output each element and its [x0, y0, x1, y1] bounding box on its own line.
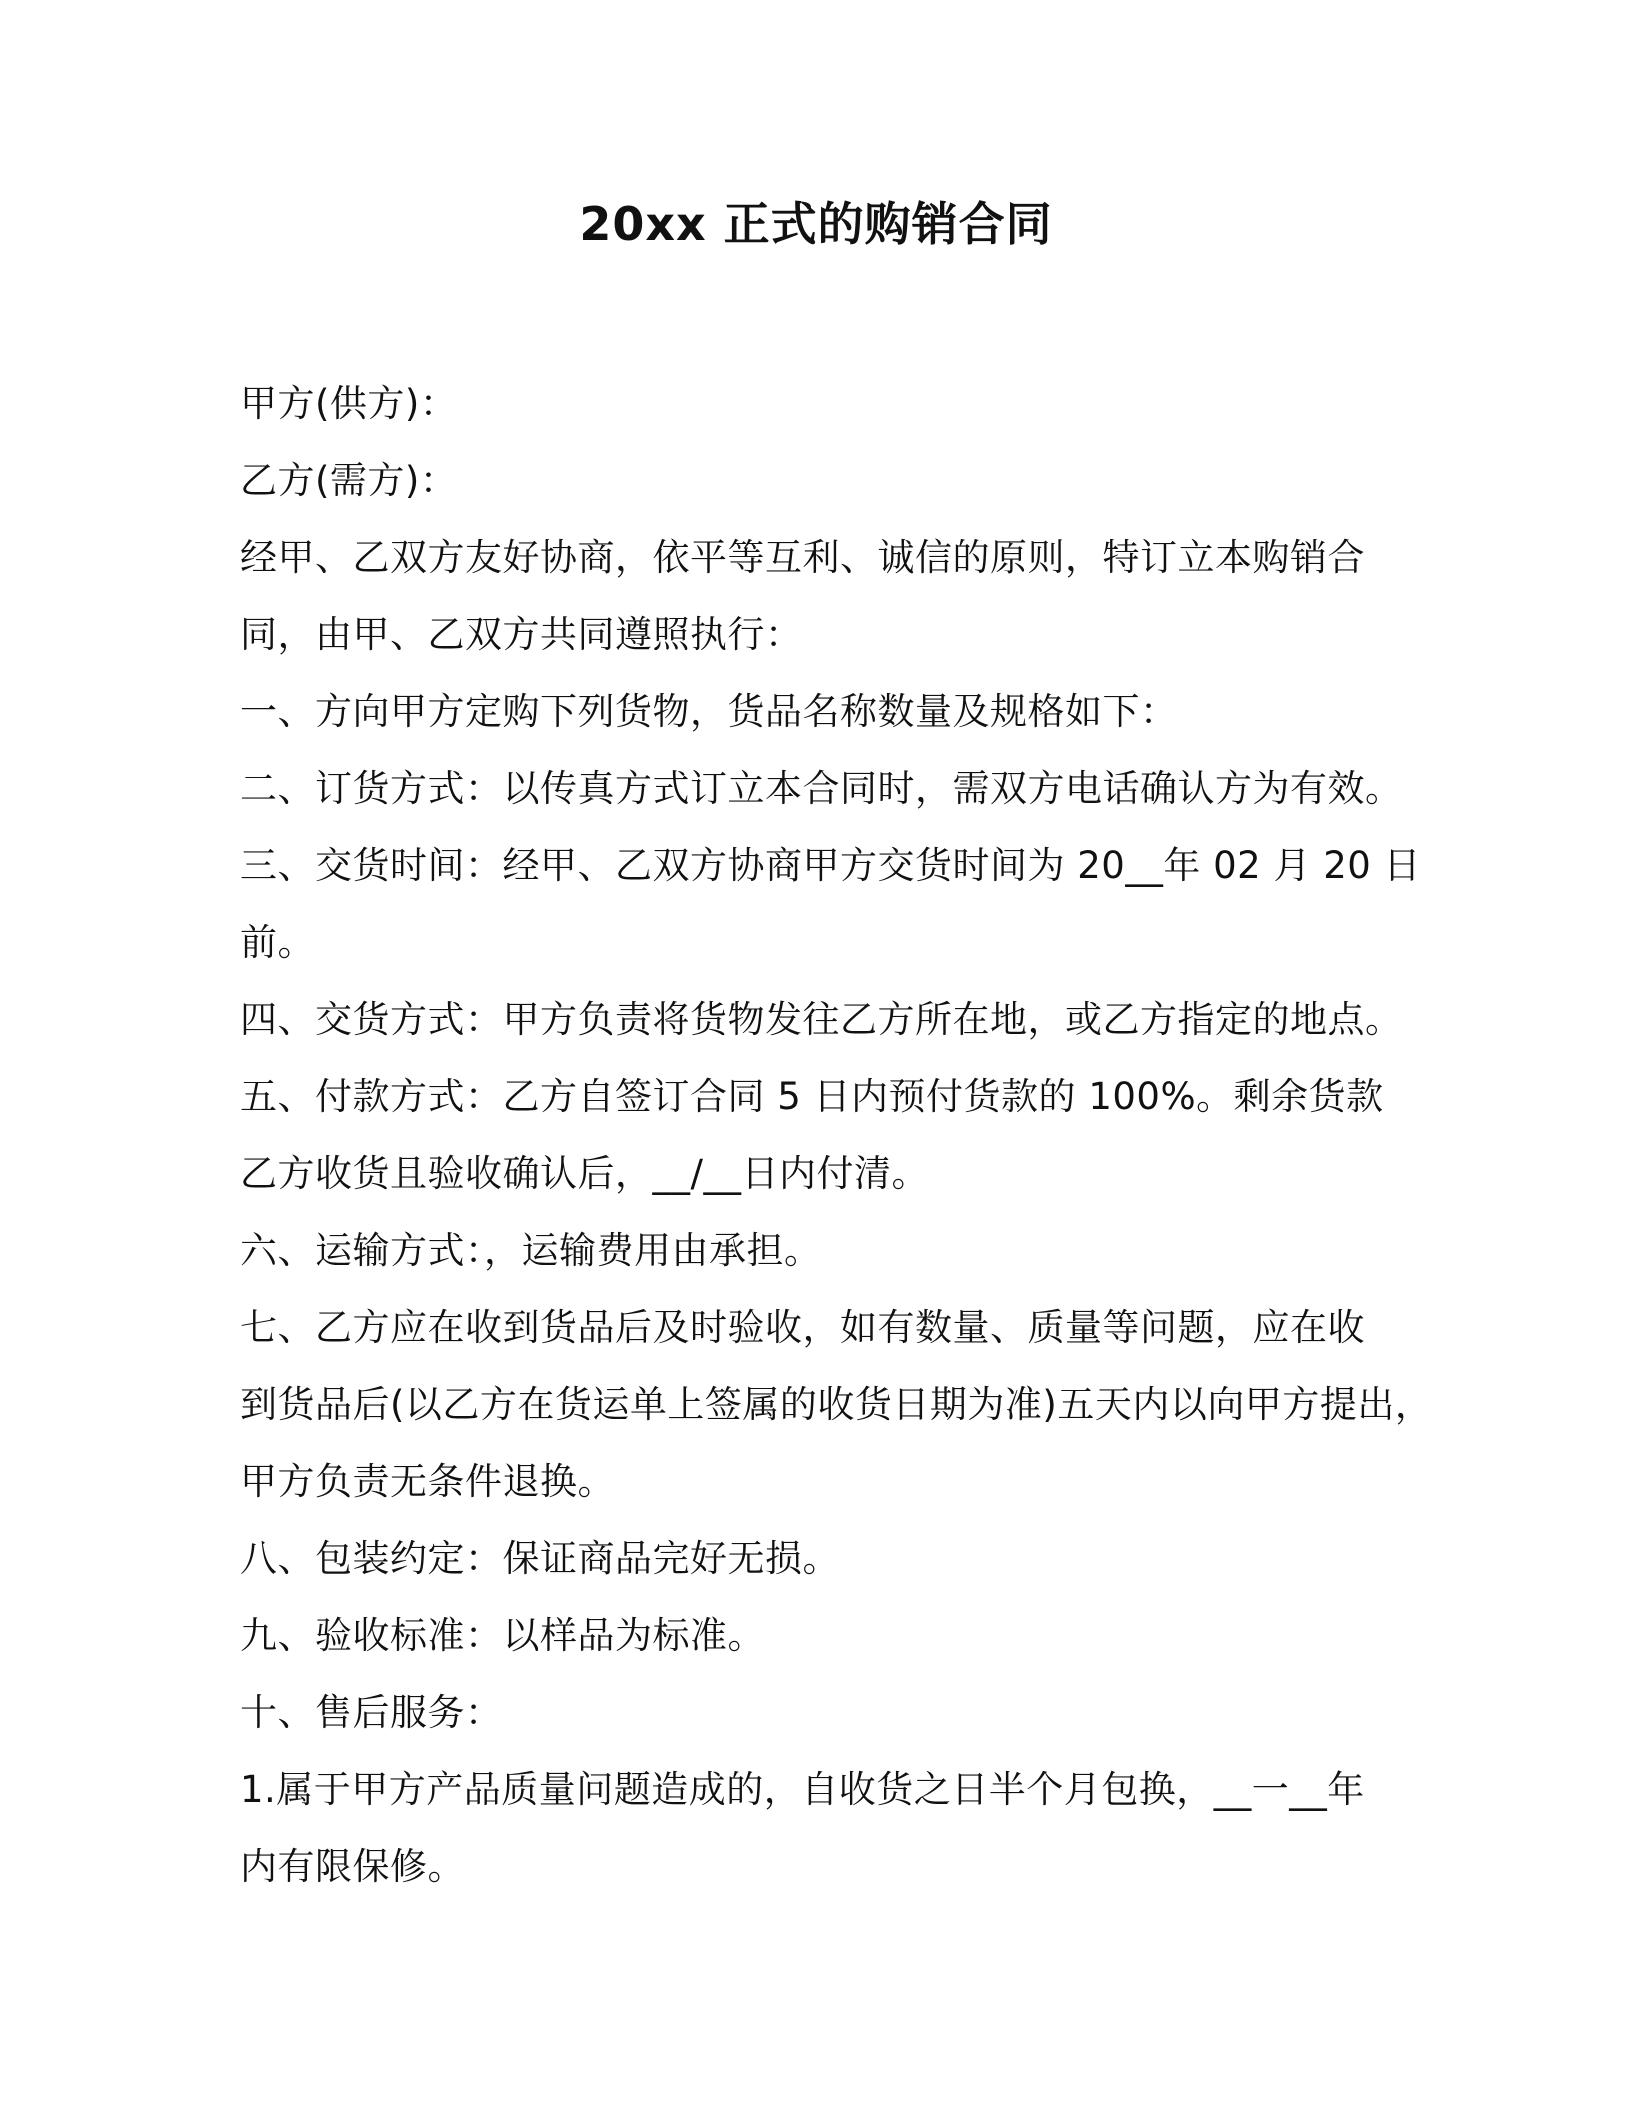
- clause-3-line-1: 三、交货时间：经甲、乙双方协商甲方交货时间为 20__年 02 月 20 日: [240, 844, 1422, 887]
- clause-10-item-1-line-2: 内有限保修。: [240, 1845, 465, 1888]
- clause-4: 四、交货方式：甲方负责将货物发往乙方所在地，或乙方指定的地点。: [240, 998, 1403, 1041]
- clause-7-line-3: 甲方负责无条件退换。: [240, 1460, 615, 1503]
- document-title: 20xx 正式的购销合同: [579, 197, 1053, 251]
- contract-body: [240, 365, 1433, 1905]
- party-b-line: 乙方(需方)：: [240, 459, 458, 502]
- clause-1: 一、方向甲方定购下列货物，货品名称数量及规格如下：: [240, 690, 1178, 733]
- preamble-line-2: 同，由甲、乙双方共同遵照执行：: [240, 613, 803, 656]
- clause-3-line-2: 前。: [240, 921, 315, 964]
- clause-5-line-1: 五、付款方式：乙方自签订合同 5 日内预付货款的 100%。剩余货款: [240, 1075, 1384, 1118]
- clause-10-item-1-line-1: 1.属于甲方产品质量问题造成的，自收货之日半个月包换，__一__年: [240, 1768, 1365, 1811]
- clause-8: 八、包装约定：保证商品完好无损。: [240, 1537, 840, 1580]
- clause-7-line-1: 七、乙方应在收到货品后及时验收，如有数量、质量等问题，应在收: [240, 1306, 1365, 1349]
- clause-7-line-2: 到货品后(以乙方在货运单上签属的收货日期为准)五天内以向甲方提出，: [240, 1383, 1433, 1426]
- party-a-line: 甲方(供方)：: [240, 382, 458, 425]
- clause-6: 六、运输方式：，运输费用由承担。: [240, 1229, 822, 1272]
- clause-9: 九、验收标准：以样品为标准。: [240, 1614, 765, 1657]
- clause-2: 二、订货方式：以传真方式订立本合同时，需双方电话确认方为有效。: [240, 767, 1403, 810]
- clause-5-line-2: 乙方收货且验收确认后，__/__日内付清。: [240, 1152, 929, 1195]
- preamble-line-1: 经甲、乙双方友好协商，依平等互利、诚信的原则，特订立本购销合: [240, 536, 1365, 579]
- clause-10-heading: 十、售后服务：: [240, 1691, 503, 1734]
